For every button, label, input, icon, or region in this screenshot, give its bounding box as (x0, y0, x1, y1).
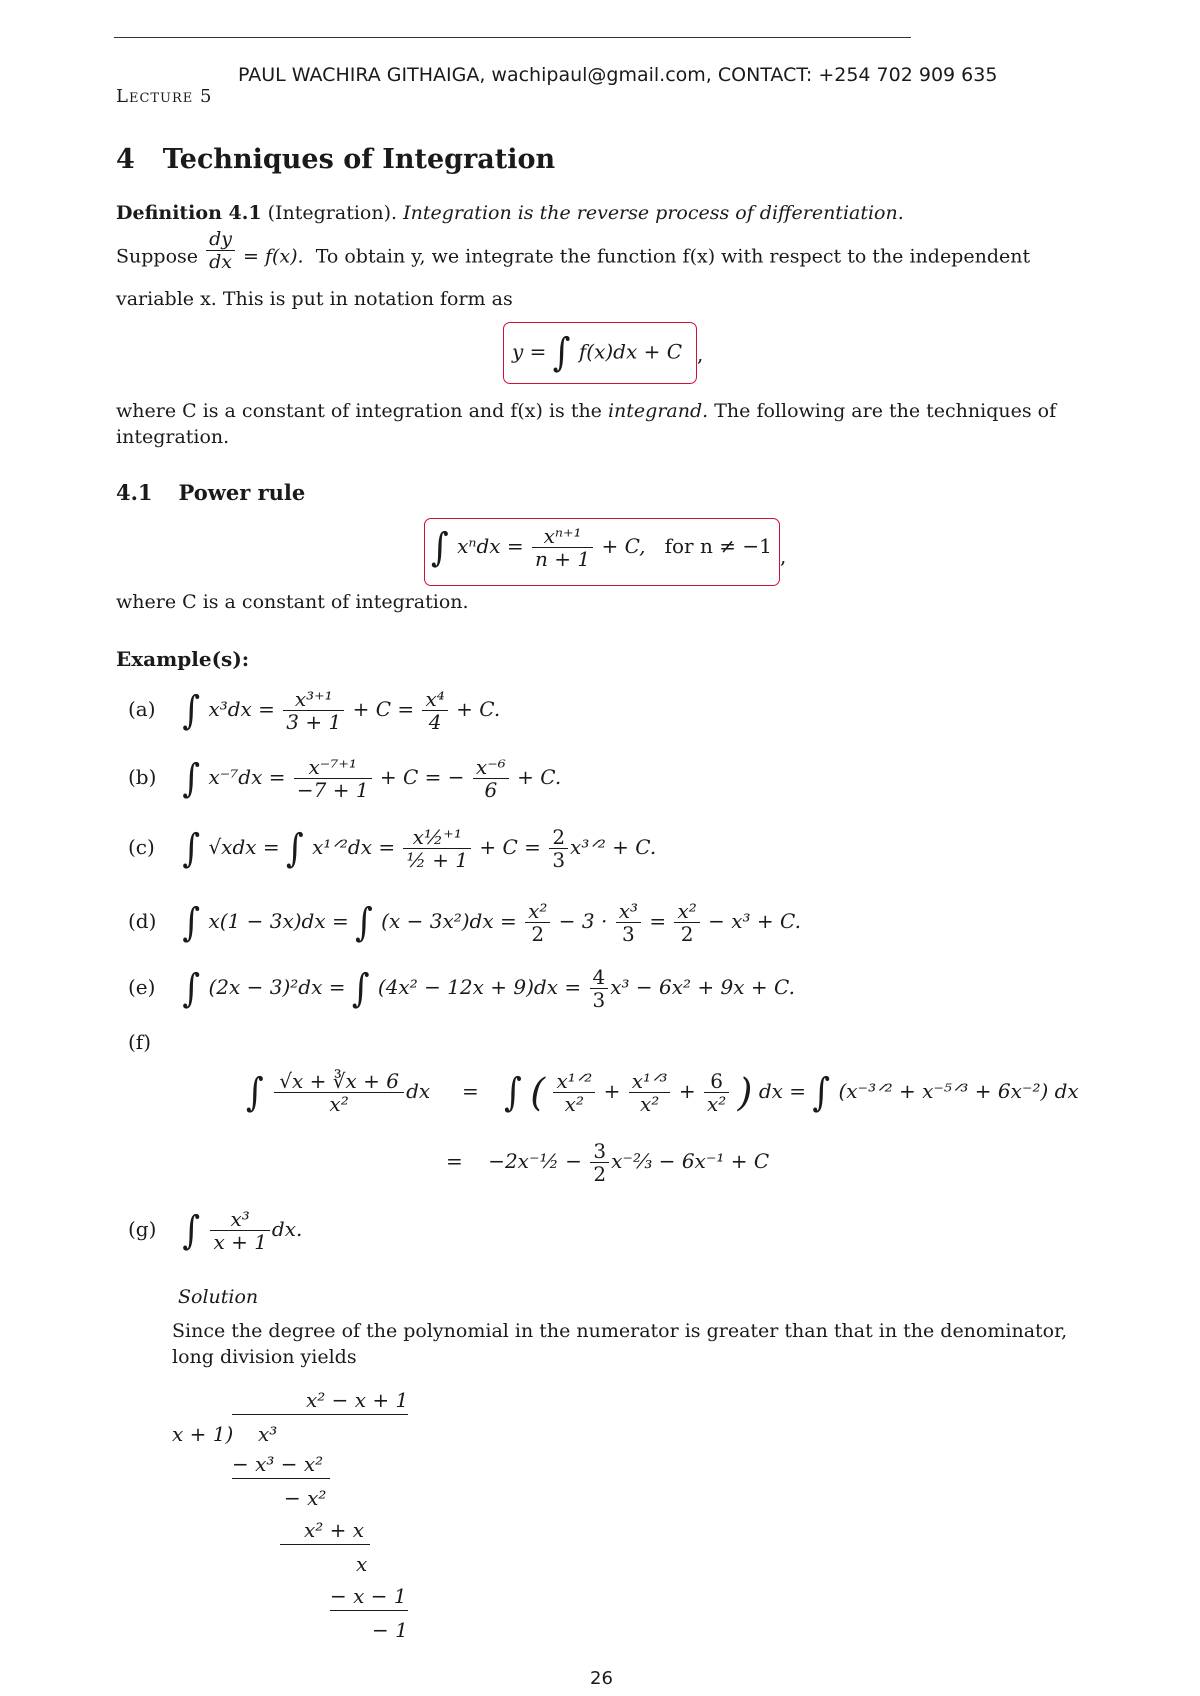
obtain-text: To obtain y, we integrate the function f(x) with respect to the independent (315, 245, 1031, 268)
numerator: x½⁺¹ (403, 826, 471, 849)
fraction (553, 1070, 595, 1115)
expr: (4x² − 12x + 9)dx = (377, 975, 582, 999)
page-number: 26 (590, 1668, 613, 1689)
denominator: 3 (592, 988, 606, 1012)
division-step4: x (356, 1552, 368, 1576)
expr: + C = − (379, 765, 465, 789)
expr: − x³ + C. (708, 909, 801, 933)
expr: (x − 3x²)dx = (381, 909, 517, 933)
fraction (674, 900, 699, 945)
numerator: x¹ᐟ² (553, 1070, 595, 1093)
example-f-line2 (446, 1140, 769, 1185)
power-lhs: xⁿdx = (457, 534, 524, 558)
division-step6: − 1 (372, 1618, 408, 1642)
expr: + C = (352, 697, 415, 721)
subsection-title: Power rule (178, 480, 306, 505)
integral-sign-icon: ∫ (182, 1207, 201, 1254)
definition-block (116, 202, 904, 224)
numerator: x² (525, 900, 550, 923)
numerator: x⁴ (422, 688, 447, 711)
denominator: x² (564, 1092, 584, 1116)
numerator: x² (674, 900, 699, 923)
section-title: Techniques of Integration (162, 144, 556, 175)
fraction (422, 688, 447, 733)
example-label: (c) (128, 835, 155, 859)
top-rule (114, 37, 911, 38)
example-label: (e) (128, 975, 156, 999)
integration-word: integration. (116, 426, 230, 448)
integral-sign-icon: ∫ (552, 330, 571, 376)
author-contact-line: PAUL WACHIRA GITHAIGA, wachipaul@gmail.com, CONTACT: +254 702 909 635 (238, 64, 998, 86)
solution-text-1: Since the degree of the polynomial in the numerator is greater than that in the denominator, (172, 1320, 1068, 1342)
integral-sign-icon: ∫ (182, 899, 201, 946)
integral-sign-icon: ∫ (182, 965, 201, 1012)
integral-sign-icon: ∫ (182, 825, 201, 872)
example-f-line1: ∫ $\frac{√x + ∛x + 6}{\text{x²}}$ dx = ∫ ( $\frac{\text{x¹ᐟ²}}{\text{x²}}$ + $\frac{\text{x¹ᐟ³}}{\text{x²}}$ + $\frac{6}{\text{x²}}$ ) dx = ∫ (x⁻³ᐟ² + x⁻⁵ᐟ³ + 6x⁻²) dx (246, 1069, 1079, 1116)
denominator: x² (639, 1092, 660, 1116)
numerator: x³ (210, 1208, 269, 1231)
fraction (590, 966, 609, 1011)
expr: + C. (456, 697, 501, 721)
division-bar (232, 1414, 408, 1415)
suppose-line (116, 228, 1092, 273)
expr: + C = (479, 835, 541, 859)
power-fraction (532, 525, 593, 570)
subsection-number: 4.1 (116, 480, 153, 505)
fraction (590, 1140, 609, 1185)
expr: = (446, 1149, 463, 1173)
fraction (294, 756, 372, 801)
section-heading (116, 144, 555, 175)
example-g (128, 1208, 302, 1253)
numerator: x³ (616, 900, 641, 923)
denominator: 2 (680, 922, 694, 946)
expr: dx. (271, 1217, 303, 1241)
expr: x¹ᐟ²dx = (312, 835, 396, 859)
example-label: (b) (128, 765, 157, 789)
expr: −2x⁻½ − (488, 1149, 583, 1173)
box1-comma: , (697, 342, 704, 366)
denominator: 3 (621, 922, 635, 946)
where-line (116, 398, 1092, 424)
integral-sign-icon: ∫ (286, 825, 304, 872)
integral-sign-icon: ∫ (182, 687, 201, 734)
denominator: ½ + 1 (406, 848, 469, 872)
fraction (549, 826, 568, 871)
power-condition: for n ≠ −1 (664, 534, 772, 558)
denominator: x² (706, 1092, 727, 1116)
division-dividend: x³ (258, 1422, 278, 1446)
fraction (274, 1070, 404, 1115)
numerator: x³⁺¹ (283, 688, 344, 711)
expr: = (461, 1079, 479, 1103)
where-text-2: The following are the techniques of (714, 400, 1057, 422)
fraction (704, 1070, 729, 1115)
example-a (128, 688, 500, 733)
integral-sign-icon: ∫ (246, 1069, 264, 1116)
integral-sign-icon: ∫ (355, 899, 373, 946)
fraction (629, 1070, 671, 1115)
definition-name: (Integration). (267, 202, 398, 224)
division-rule (330, 1610, 408, 1611)
solution-text-2: long division yields (172, 1346, 357, 1368)
example-b (128, 756, 561, 801)
expr: (x⁻³ᐟ² + x⁻⁵ᐟ³ + 6x⁻²) dx (838, 1079, 1079, 1103)
denominator: 4 (428, 710, 442, 734)
dx: dx (209, 251, 232, 273)
boxed-power-rule (424, 518, 780, 586)
integrand-word: integrand. (607, 400, 709, 422)
variable-line: variable x. This is put in notation form as (116, 288, 513, 310)
solution-label: Solution (178, 1286, 259, 1308)
denominator: 2 (531, 922, 545, 946)
expr: + C. (517, 765, 562, 789)
denominator: 2 (593, 1162, 607, 1186)
box2-comma: , (780, 544, 787, 568)
expr: x³ − 6x² + 9x + C. (610, 975, 795, 999)
division-step2: − x² (284, 1486, 327, 1510)
power-den: n + 1 (535, 547, 591, 571)
division-step3: x² + x (304, 1518, 365, 1542)
example-label: (d) (128, 909, 157, 933)
integral-sign-icon: ∫ (504, 1069, 522, 1116)
numerator: √x + ∛x + 6 (274, 1070, 404, 1093)
dy: dy (206, 228, 235, 251)
expr: x⁻⅔ − 6x⁻¹ + C (611, 1149, 770, 1173)
numerator: x⁻⁷⁺¹ (294, 756, 372, 779)
definition-label: Definition 4.1 (116, 202, 262, 224)
numerator: x¹ᐟ³ (629, 1070, 671, 1093)
numerator: 3 (590, 1140, 609, 1163)
expr: x(1 − 3x)dx = (208, 909, 349, 933)
fraction (473, 756, 509, 801)
numerator: 2 (549, 826, 568, 849)
boxed-rhs: f(x)dx + C (578, 339, 683, 364)
integral-sign-icon: ∫ (351, 965, 370, 1012)
expr: = (649, 909, 667, 933)
denominator: 3 + 1 (286, 710, 342, 734)
expr: x⁻⁷dx = (208, 765, 286, 789)
paren-left-icon: ( (530, 1070, 546, 1115)
dy-dx-fraction (206, 228, 235, 273)
fraction (616, 900, 641, 945)
definition-text: Integration is the reverse process of differentiation. (403, 202, 904, 224)
where-constant-line: where C is a constant of integration. (116, 591, 469, 613)
eq-fx: = f(x). (243, 245, 304, 268)
lecture-label: Lecture 5 (116, 86, 213, 107)
denominator: x² (329, 1092, 349, 1116)
example-label: (a) (128, 697, 156, 721)
fraction (283, 688, 344, 733)
numerator: 6 (704, 1070, 729, 1093)
integral-sign-icon: ∫ (182, 755, 201, 802)
division-rule (232, 1478, 330, 1479)
expr: √xdx = (208, 835, 280, 859)
example-d (128, 900, 801, 945)
expr: dx = (758, 1079, 807, 1103)
denominator: 6 (484, 778, 498, 802)
example-e (128, 966, 795, 1011)
denominator: 3 (552, 848, 566, 872)
expr: (2x − 3)²dx = (208, 975, 346, 999)
expr: dx (406, 1079, 431, 1103)
numerator: x⁻⁶ (473, 756, 509, 779)
section-number: 4 (116, 144, 135, 175)
power-num: xⁿ⁺¹ (532, 525, 593, 548)
suppose-word: Suppose (116, 245, 199, 268)
boxed-integral-definition (503, 322, 697, 384)
paren-right-icon: ) (737, 1070, 753, 1115)
boxed-lhs: y = (512, 339, 547, 364)
denominator: x + 1 (213, 1230, 267, 1254)
fraction (210, 1208, 269, 1253)
fraction (403, 826, 471, 871)
examples-heading: Example(s): (116, 647, 250, 671)
integral-sign-icon: ∫ (812, 1069, 831, 1116)
example-f-label: (f) (128, 1030, 152, 1054)
where-text-1: where C is a constant of integration and f(x) is the (116, 400, 602, 422)
power-plus-c: + C, (601, 534, 646, 558)
example-label: (g) (128, 1217, 157, 1241)
division-step1: − x³ − x² (232, 1452, 324, 1476)
expr: x³dx = (208, 697, 275, 721)
division-divisor: x + 1) (172, 1422, 234, 1446)
expr: − 3 · (558, 909, 608, 933)
subsection-heading (116, 480, 305, 505)
division-rule (280, 1544, 370, 1545)
numerator: 4 (590, 966, 609, 989)
fraction (525, 900, 550, 945)
integral-sign-icon: ∫ (431, 524, 449, 571)
example-c (128, 826, 656, 871)
division-step5: − x − 1 (330, 1584, 407, 1608)
division-quotient: x² − x + 1 (306, 1388, 409, 1412)
expr: x³ᐟ² + C. (570, 835, 657, 859)
denominator: −7 + 1 (296, 778, 369, 802)
